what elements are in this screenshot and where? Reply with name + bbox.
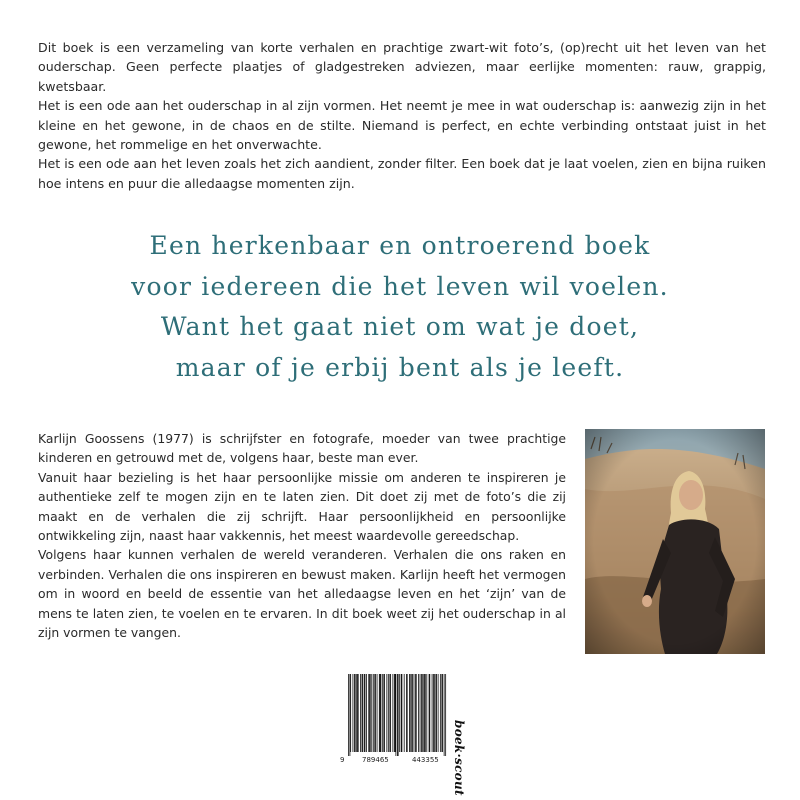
barcode-bar xyxy=(425,674,426,752)
author-photo xyxy=(585,429,765,654)
barcode-bar xyxy=(414,674,415,752)
barcode-bar xyxy=(368,674,369,752)
barcode-bar xyxy=(398,674,399,756)
barcode-bar xyxy=(362,674,363,752)
barcode-bar xyxy=(360,674,361,752)
barcode-bar xyxy=(386,674,387,752)
barcode-bar xyxy=(420,674,421,752)
barcode-bar xyxy=(424,674,425,752)
barcode-bar xyxy=(436,674,437,752)
barcode-bar xyxy=(406,674,407,752)
barcode-bar xyxy=(375,674,376,752)
barcode-bar xyxy=(392,674,393,752)
intro-paragraph-3: Het is een ode aan het leven zoals het zich aandient, zonder filter. Een boek dat je laat voelen, zien en bijna ruiken hoe intens en puur die alledaagse momenten zijn. xyxy=(38,156,766,191)
isbn-right-group: 443355 xyxy=(412,756,439,764)
barcode-bar xyxy=(377,674,378,752)
barcode-bar xyxy=(395,674,396,752)
barcode-bar xyxy=(373,674,374,752)
barcode-bar xyxy=(370,674,371,752)
barcode-bar xyxy=(394,674,395,752)
barcode-bar xyxy=(382,674,383,752)
barcode-bar xyxy=(422,674,423,752)
barcode-bar xyxy=(429,674,430,752)
barcode-bar xyxy=(388,674,389,752)
barcode-bar xyxy=(402,674,403,752)
barcode-bar xyxy=(379,674,380,752)
barcode-bar xyxy=(445,674,446,756)
barcode-bar xyxy=(434,674,435,752)
barcode-bar xyxy=(421,674,422,752)
barcode-bar xyxy=(371,674,372,752)
barcode-bar xyxy=(356,674,357,752)
quote-line-2: voor iedereen die het leven wil voelen. xyxy=(131,271,669,301)
quote-line-1: Een herkenbaar en ontroerend boek xyxy=(149,231,651,260)
barcode-bar xyxy=(399,674,400,752)
bio-paragraph-2: Vanuit haar bezieling is het haar persoonlijke missie om anderen te inspireren je authentieke zelf te mogen zijn en te laten zien. Dit doet zij met de foto’s die zij maakt en de verhalen die zij schrijft. Haar persoonlijkheid en persoonlijke ontwikkeling zijn, naast haar vakkennis, het meest waardevolle gereedschap. xyxy=(38,469,566,544)
barcode-bar xyxy=(423,674,424,752)
barcode-bar xyxy=(350,674,351,756)
barcode-bar xyxy=(433,674,434,752)
barcode-bar xyxy=(412,674,413,752)
barcode-bar xyxy=(366,674,367,752)
barcode-bar xyxy=(432,674,433,752)
barcode-bar xyxy=(364,674,365,752)
quote-line-3: Want het gaat niet om wat je doet, xyxy=(160,312,640,341)
isbn-left-group: 789465 xyxy=(362,756,389,764)
barcode-bar xyxy=(442,674,443,752)
quote-line-4: maar of je erbij bent als je leeft. xyxy=(175,352,625,382)
pull-quote xyxy=(0,226,800,388)
barcode-bar xyxy=(429,674,430,752)
barcode-bar xyxy=(438,674,439,752)
barcode-bar xyxy=(362,674,363,752)
barcode-bar xyxy=(397,674,398,756)
bio-paragraph-1: Karlijn Goossens (1977) is schrijfster en fotografe, moeder van twee prachtige kinderen en getrouwd met de, volgens haar, beste man ever. xyxy=(38,431,566,466)
barcode-bar xyxy=(380,674,381,752)
barcode-bar xyxy=(416,674,417,752)
barcode-bar xyxy=(358,674,359,752)
barcode-bar xyxy=(395,674,396,756)
barcode-bar xyxy=(415,674,416,752)
barcode-bars xyxy=(340,672,450,756)
barcode-bar xyxy=(353,674,354,752)
intro-text xyxy=(38,38,766,193)
barcode-bar xyxy=(407,674,408,752)
intro-paragraph-1: Dit boek is een verzameling van korte verhalen en prachtige zwart-wit foto’s, (op)recht uit het leven van het ouderschap. Geen perfecte plaatjes of gladgestreken adviezen, maar eerlijke momenten: rauw, grappig, kwetsbaar. xyxy=(38,40,766,94)
barcode-bar xyxy=(390,674,391,752)
author-photo-illustration xyxy=(585,429,765,654)
intro-paragraph-2: Het is een ode aan het ouderschap in al zijn vormen. Het neemt je mee in wat ouderschap is: aanwezig zijn in het kleine en het gewone, in de chaos en de stilte. Niemand is perfect, en echte verbinding ontstaat juist in het gewone, het rommelige en het onverwachte. xyxy=(38,98,766,153)
author-bio xyxy=(38,429,566,642)
barcode-bar xyxy=(440,674,441,752)
barcode-bar xyxy=(426,674,427,752)
barcode-bar xyxy=(354,674,355,752)
barcode-bar xyxy=(444,674,445,756)
bio-paragraph-3: Volgens haar kunnen verhalen de wereld veranderen. Verhalen die ons raken en verbinden. Verhalen die ons inspireren en bewust maken. Karlijn heeft het vermogen om in woord en beeld de essentie van het alledaagse leven en het ‘zijn’ van de mens te laten zien, te voelen en te ervaren. In dit boek weet zij het ouderschap in al zijn vormen te vangen. xyxy=(38,547,566,641)
barcode-bar xyxy=(435,674,436,752)
barcode-bar xyxy=(369,674,370,752)
publisher-logo: boek·scout xyxy=(452,720,466,796)
isbn-barcode xyxy=(340,672,450,767)
barcode-bar xyxy=(411,674,412,752)
barcode-bar xyxy=(350,674,351,752)
barcode-bar xyxy=(357,674,358,752)
barcode-bar xyxy=(401,674,402,752)
barcode-bar xyxy=(348,674,349,756)
barcode-bar xyxy=(404,674,405,752)
barcode-bar xyxy=(355,674,356,752)
barcode-bar xyxy=(365,674,366,752)
barcode-bar xyxy=(441,674,442,752)
isbn-first-digit: 9 xyxy=(340,756,345,764)
barcode-bar xyxy=(418,674,419,752)
barcode-bar xyxy=(380,674,381,752)
barcode-bar xyxy=(410,674,411,752)
barcode-bar xyxy=(374,674,375,752)
barcode-bar xyxy=(409,674,410,752)
barcode-bar xyxy=(389,674,390,752)
barcode-bar xyxy=(383,674,384,752)
barcode-bar xyxy=(384,674,385,752)
